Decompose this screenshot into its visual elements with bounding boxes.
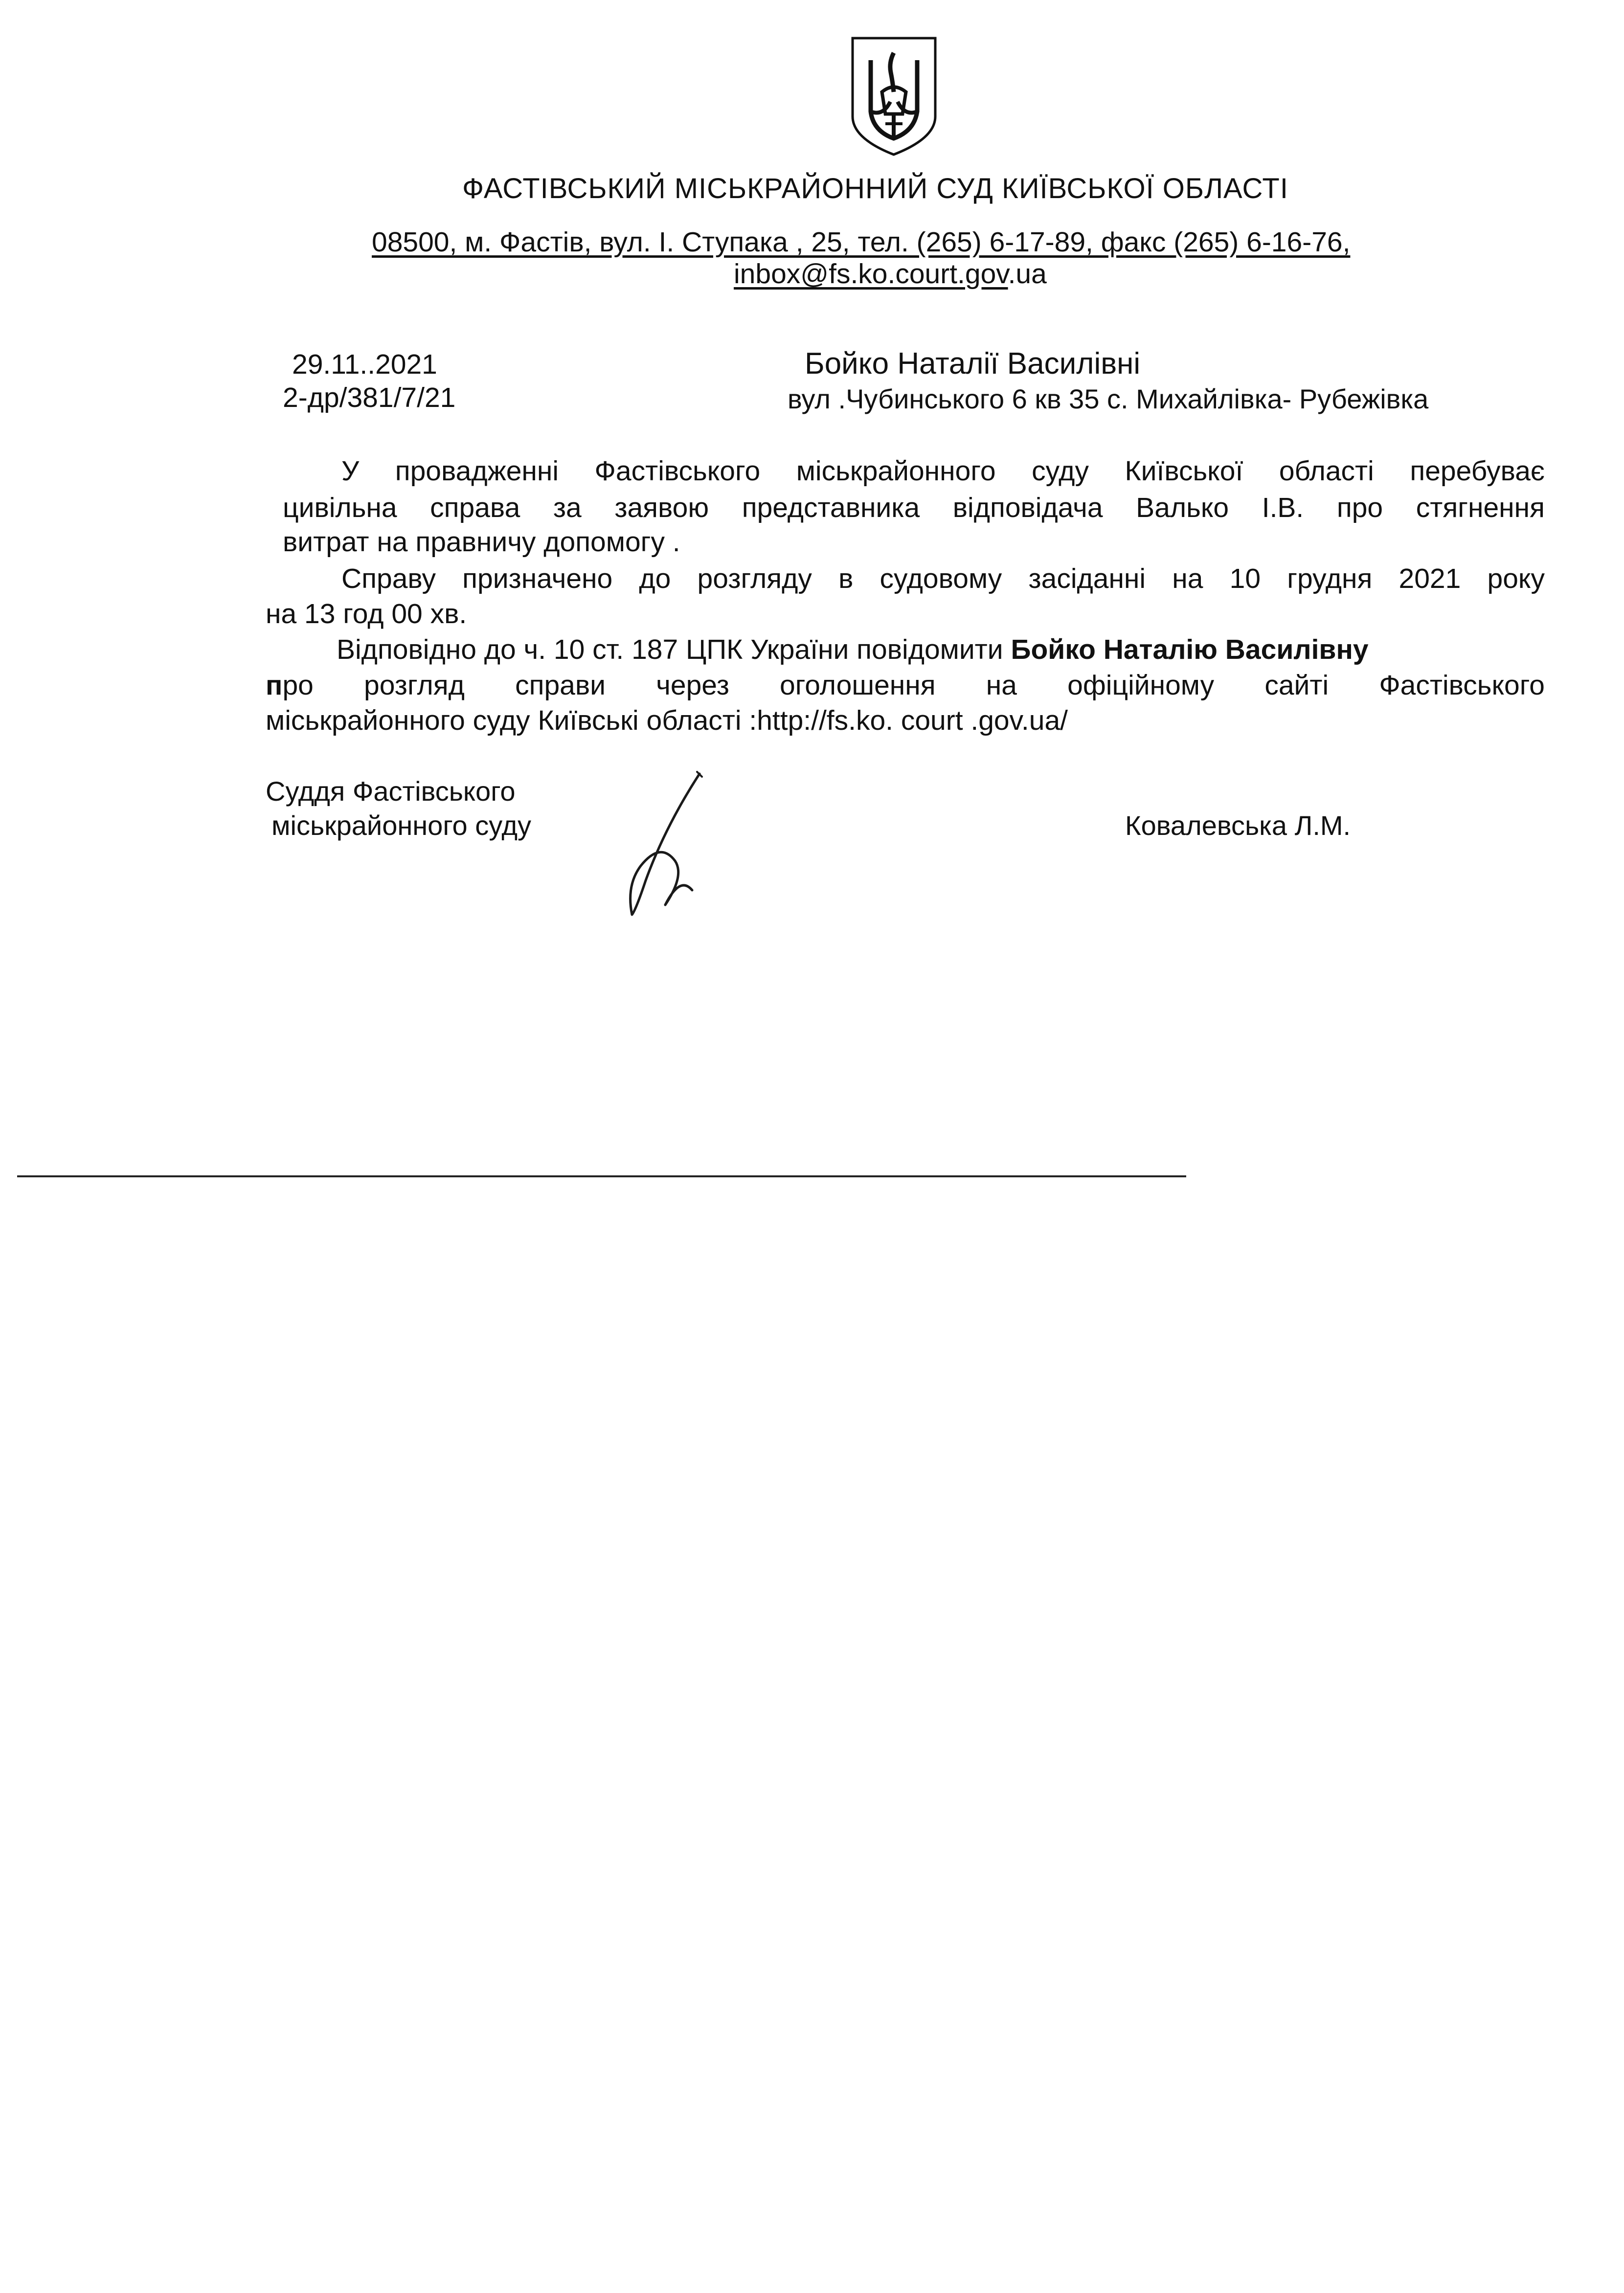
paragraph-line: міськрайонного суду Київські області :http://fs.ko. court .gov.ua/ <box>266 705 1068 736</box>
paragraph-line: Справу призначено до розгляду в судовому засіданні на 10 грудня 2021 року <box>341 563 1545 594</box>
bold-letter: п <box>266 670 283 701</box>
paragraph-line <box>266 669 1545 701</box>
judge-name: Ковалевська Л.М. <box>1125 810 1351 841</box>
recipient-name: Бойко Наталії Василівні <box>805 347 1141 381</box>
court-contacts: 08500, м. Фастів, вул. І. Ступака , 25, тел. (265) 6-17-89, факс (265) 6-16-76, <box>372 226 1351 258</box>
paragraph-line: витрат на правничу допомогу . <box>283 526 680 558</box>
paragraph-line: У провадженні Фастівського міськрайонного суду Київської області перебуває <box>341 455 1545 487</box>
notified-person: Бойко Наталію Василівну <box>1011 634 1369 665</box>
paragraph-line: на 13 год 00 хв. <box>266 598 467 629</box>
paragraph-line: цивільна справа за заявою представника відповідача Валько І.В. про стягнення <box>283 492 1545 523</box>
separator-line <box>17 1175 1186 1177</box>
ukraine-trident-icon <box>844 33 944 158</box>
judge-title: міськрайонного суду <box>271 810 532 841</box>
notice-text: ро розгляд справи через оголошення на офіційному сайті Фастівського <box>282 670 1545 701</box>
court-name: ФАСТІВСЬКИЙ МІСЬКРАЙОННИЙ СУД КИЇВСЬКОЇ ОБЛАСТІ <box>462 173 1288 204</box>
paragraph-line <box>337 633 1369 666</box>
court-email[interactable]: inbox@fs.ko.court.gov <box>734 258 1008 290</box>
case-number: 2-др/381/7/21 <box>283 382 456 413</box>
judge-title: Суддя Фастівського <box>266 776 516 807</box>
handwritten-signature <box>607 768 714 924</box>
recipient-address: вул .Чубинського 6 кв 35 с. Михайлівка- Рубежівка <box>788 383 1429 414</box>
court-email-line <box>734 258 1047 290</box>
notice-text: Відповідно до ч. 10 ст. 187 ЦПК України повідомити <box>337 634 1011 665</box>
court-email-suffix: .ua <box>1008 258 1047 290</box>
letter-date: 29.11..2021 <box>292 349 437 380</box>
